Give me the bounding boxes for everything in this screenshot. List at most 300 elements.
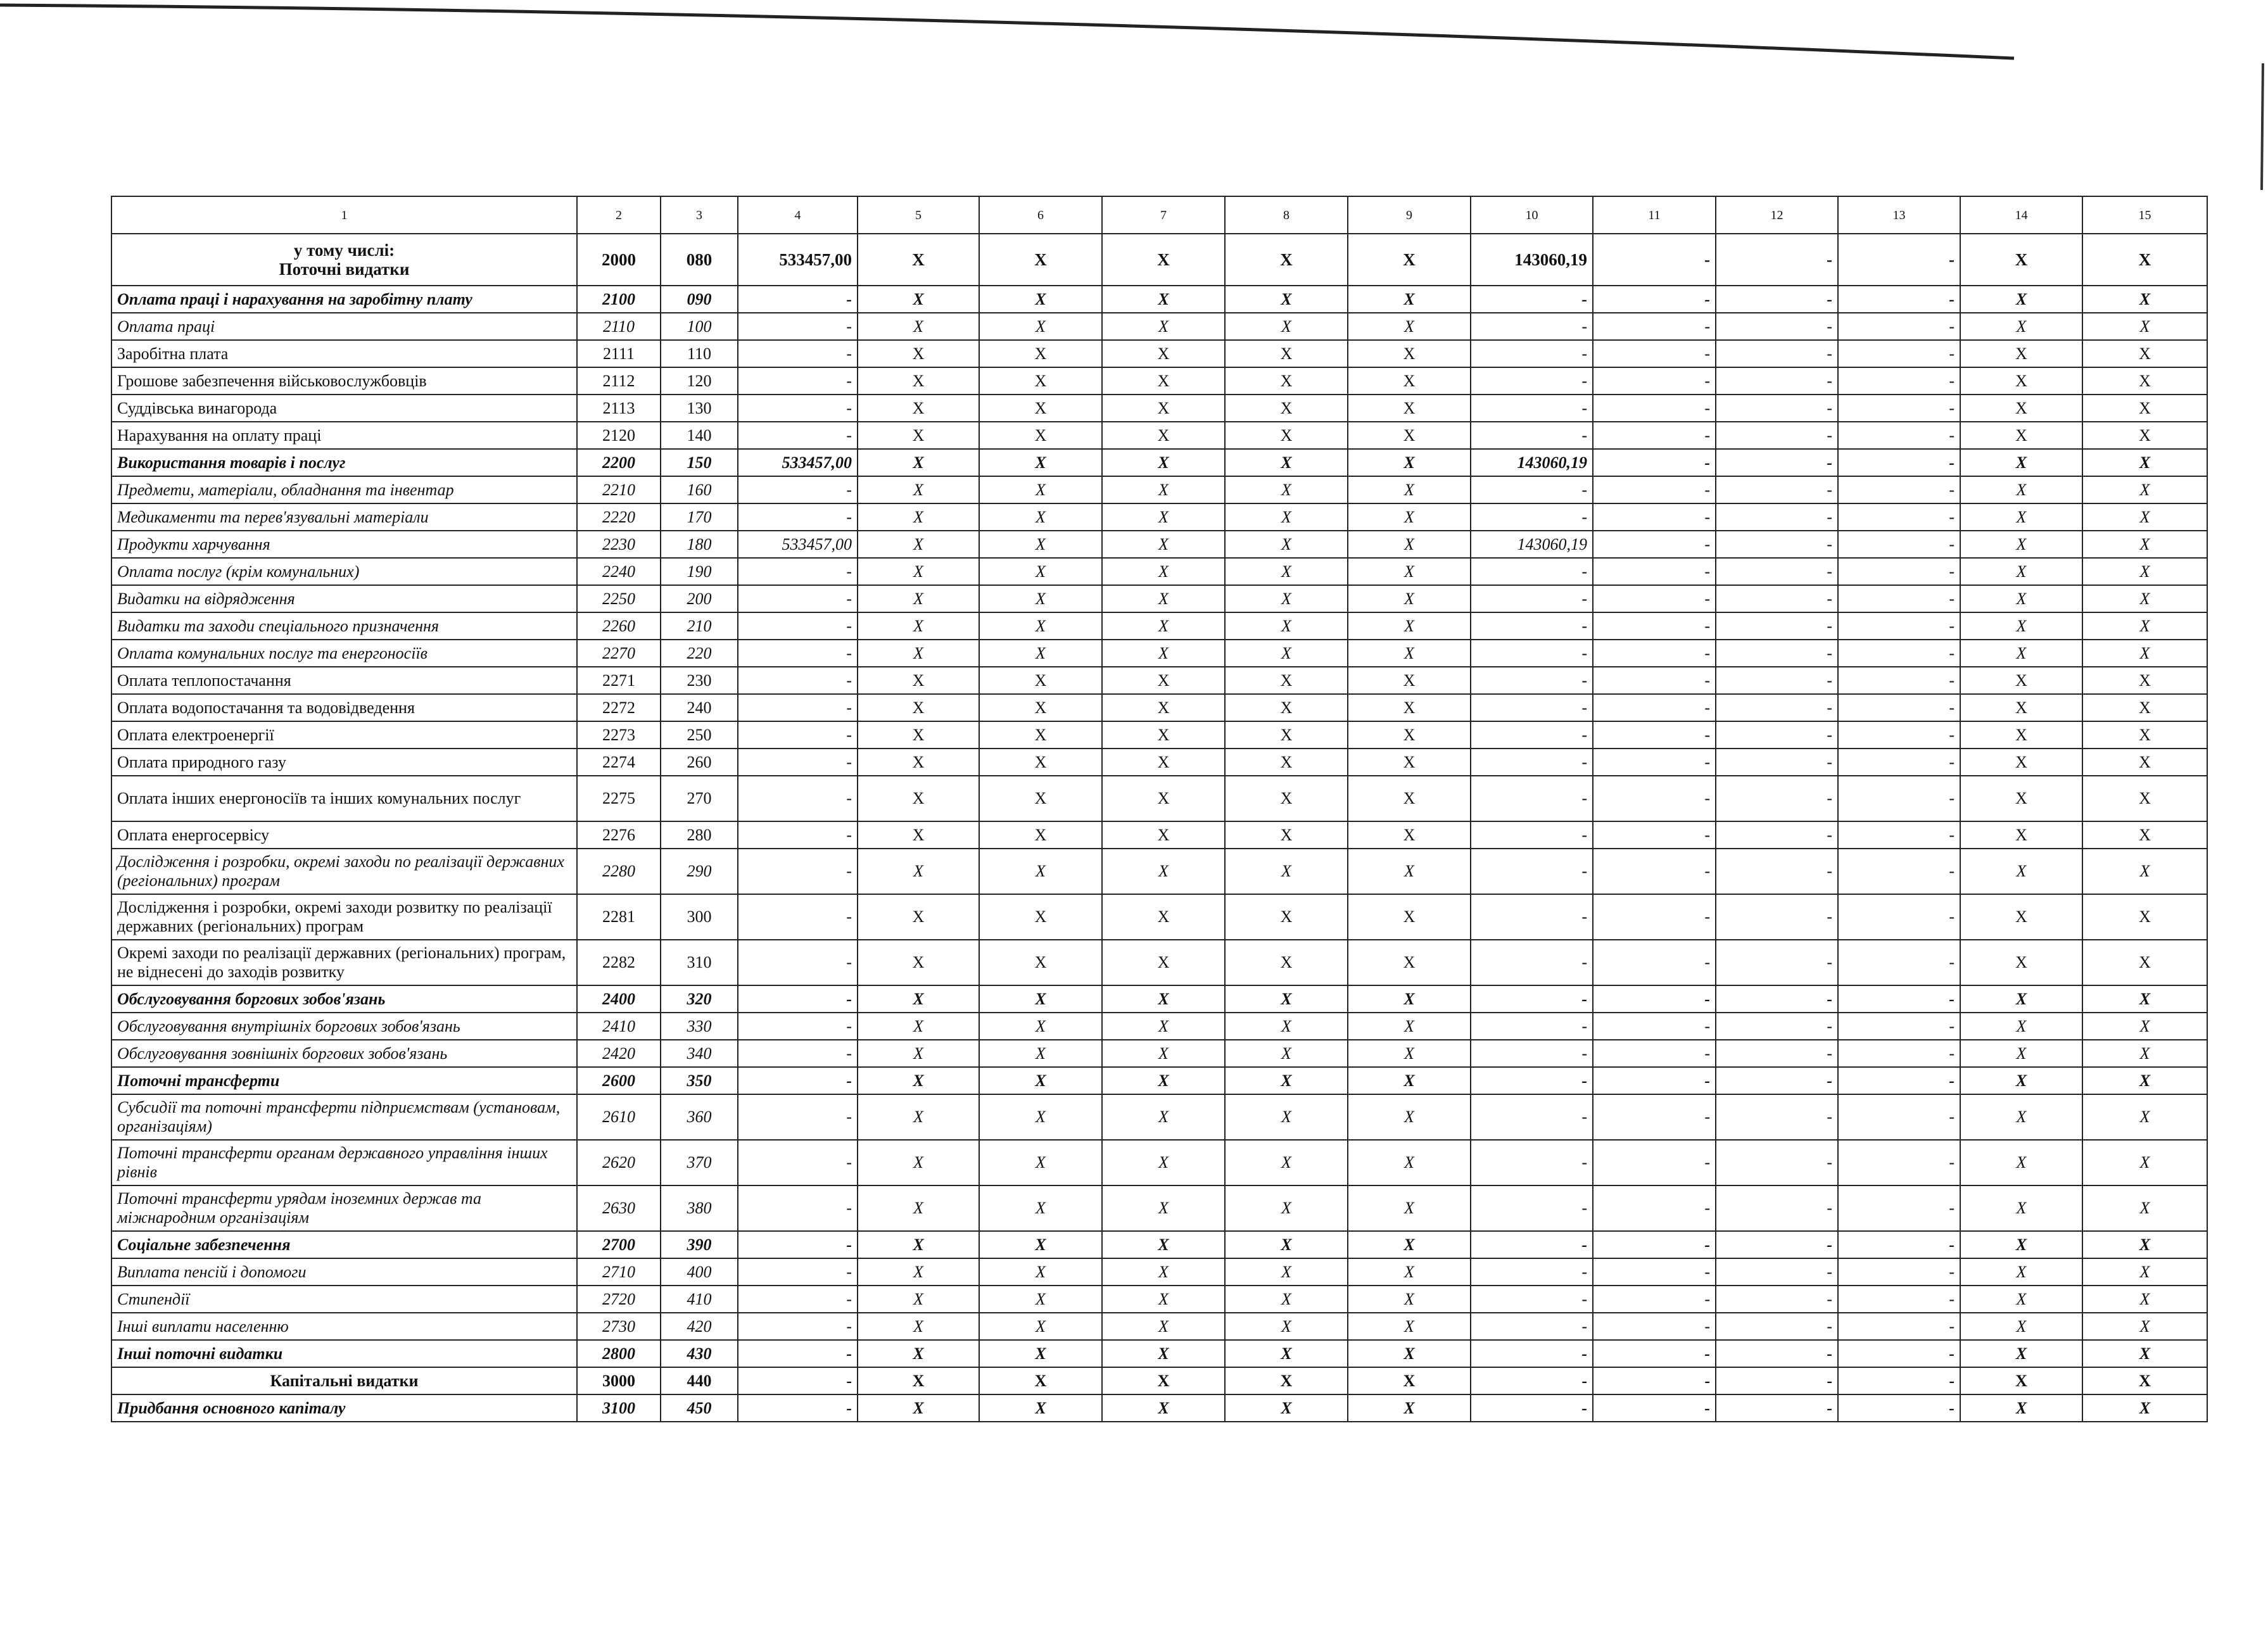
value-cell: X: [2082, 1313, 2207, 1340]
value-cell: -: [738, 612, 858, 640]
value-cell: -: [1593, 1286, 1716, 1313]
row-label: Оплата послуг (крім комунальних): [111, 558, 577, 585]
kekv-code-cell: 2260: [577, 612, 661, 640]
value-cell: -: [1716, 531, 1838, 558]
value-cell: -: [1471, 821, 1593, 849]
value-cell: X: [858, 1040, 979, 1067]
line-code-cell: 410: [661, 1286, 738, 1313]
value-cell: X: [1960, 531, 2082, 558]
kekv-code-cell: 2200: [577, 449, 661, 476]
line-code-cell: 340: [661, 1040, 738, 1067]
budget-table-container: [111, 196, 2207, 1422]
value-cell: -: [1593, 1140, 1716, 1185]
value-cell: X: [858, 694, 979, 721]
table-row: [111, 234, 2207, 286]
line-code-cell: 100: [661, 313, 738, 340]
value-cell: -: [738, 821, 858, 849]
table-row: [111, 585, 2207, 612]
line-code-cell: 370: [661, 1140, 738, 1185]
value-cell: -: [738, 940, 858, 985]
value-cell: X: [2082, 1367, 2207, 1394]
row-label: Поточні трансферти: [111, 1067, 577, 1094]
value-cell: X: [2082, 849, 2207, 894]
value-cell: -: [1716, 449, 1838, 476]
value-cell: -: [738, 1094, 858, 1140]
value-cell: X: [2082, 940, 2207, 985]
value-cell: X: [1348, 894, 1471, 940]
value-cell: -: [738, 1067, 858, 1094]
value-cell: -: [1593, 1013, 1716, 1040]
value-cell: -: [1471, 340, 1593, 367]
value-cell: X: [1102, 667, 1225, 694]
table-row: [111, 894, 2207, 940]
line-code-cell: 360: [661, 1094, 738, 1140]
line-code-cell: 260: [661, 749, 738, 776]
table-row: [111, 558, 2207, 585]
value-cell: X: [1102, 1013, 1225, 1040]
value-cell: X: [1960, 667, 2082, 694]
value-cell: -: [1716, 1394, 1838, 1422]
value-cell: -: [1471, 1040, 1593, 1067]
value-cell: -: [1593, 558, 1716, 585]
row-label: Дослідження і розробки, окремі заходи розвитку по реалізації державних (регіональних) програм: [111, 894, 577, 940]
line-code-cell: 300: [661, 894, 738, 940]
value-cell: -: [738, 1313, 858, 1340]
table-row: [111, 985, 2207, 1013]
row-label: Стипендії: [111, 1286, 577, 1313]
line-code-cell: 130: [661, 395, 738, 422]
kekv-code-cell: 2273: [577, 721, 661, 749]
value-cell: X: [1348, 503, 1471, 531]
table-row: [111, 776, 2207, 821]
row-label: Заробітна плата: [111, 340, 577, 367]
value-cell: -: [1716, 749, 1838, 776]
value-cell: X: [979, 667, 1102, 694]
row-label: Оплата енергосервісу: [111, 821, 577, 849]
row-label: у тому числі: Поточні видатки: [111, 234, 577, 286]
value-cell: -: [1593, 1040, 1716, 1067]
kekv-code-cell: 2420: [577, 1040, 661, 1067]
kekv-code-cell: 2220: [577, 503, 661, 531]
value-cell: -: [1471, 395, 1593, 422]
value-cell: X: [2082, 1286, 2207, 1313]
value-cell: X: [858, 749, 979, 776]
value-cell: X: [1102, 585, 1225, 612]
value-cell: X: [858, 894, 979, 940]
value-cell: -: [1716, 894, 1838, 940]
table-row: [111, 612, 2207, 640]
value-cell: X: [979, 1367, 1102, 1394]
value-cell: -: [1471, 1140, 1593, 1185]
value-cell: X: [858, 1394, 979, 1422]
value-cell: -: [1838, 894, 1960, 940]
table-row: [111, 449, 2207, 476]
value-cell: X: [1348, 1013, 1471, 1040]
value-cell: X: [2082, 234, 2207, 286]
value-cell: -: [1471, 721, 1593, 749]
table-row: [111, 940, 2207, 985]
value-cell: X: [1348, 940, 1471, 985]
value-cell: -: [1838, 286, 1960, 313]
value-cell: X: [2082, 1340, 2207, 1367]
value-cell: X: [1225, 1258, 1348, 1286]
value-cell: X: [1102, 558, 1225, 585]
value-cell: -: [1838, 367, 1960, 395]
value-cell: -: [738, 558, 858, 585]
value-cell: -: [1471, 503, 1593, 531]
row-label: Нарахування на оплату праці: [111, 422, 577, 449]
value-cell: -: [738, 1185, 858, 1231]
value-cell: -: [1471, 612, 1593, 640]
value-cell: X: [979, 313, 1102, 340]
table-row: [111, 721, 2207, 749]
value-cell: -: [1471, 313, 1593, 340]
value-cell: -: [1593, 1067, 1716, 1094]
value-cell: X: [858, 286, 979, 313]
kekv-code-cell: 2000: [577, 234, 661, 286]
value-cell: X: [2082, 1040, 2207, 1067]
value-cell: X: [979, 849, 1102, 894]
value-cell: X: [1102, 422, 1225, 449]
line-code-cell: 080: [661, 234, 738, 286]
value-cell: 143060,19: [1471, 234, 1593, 286]
line-code-cell: 210: [661, 612, 738, 640]
value-cell: X: [979, 1040, 1102, 1067]
value-cell: X: [1348, 1185, 1471, 1231]
value-cell: X: [2082, 422, 2207, 449]
value-cell: -: [1471, 1258, 1593, 1286]
value-cell: -: [1838, 849, 1960, 894]
kekv-code-cell: 2120: [577, 422, 661, 449]
value-cell: -: [1838, 313, 1960, 340]
value-cell: X: [1225, 894, 1348, 940]
value-cell: X: [858, 640, 979, 667]
value-cell: X: [1225, 395, 1348, 422]
row-label: Придбання основного капіталу: [111, 1394, 577, 1422]
value-cell: X: [1960, 940, 2082, 985]
value-cell: X: [2082, 1185, 2207, 1231]
value-cell: X: [1348, 1040, 1471, 1067]
value-cell: -: [1716, 821, 1838, 849]
value-cell: X: [2082, 531, 2207, 558]
value-cell: -: [1593, 313, 1716, 340]
value-cell: X: [858, 1013, 979, 1040]
column-number: 7: [1102, 196, 1225, 234]
value-cell: X: [1102, 940, 1225, 985]
table-row: [111, 1231, 2207, 1258]
value-cell: -: [1471, 286, 1593, 313]
value-cell: X: [1348, 985, 1471, 1013]
value-cell: -: [1716, 1140, 1838, 1185]
value-cell: X: [858, 1231, 979, 1258]
line-code-cell: 190: [661, 558, 738, 585]
value-cell: -: [738, 1367, 858, 1394]
value-cell: -: [1471, 1286, 1593, 1313]
column-number: 5: [858, 196, 979, 234]
value-cell: X: [858, 721, 979, 749]
value-cell: -: [1593, 849, 1716, 894]
value-cell: -: [1716, 1258, 1838, 1286]
value-cell: X: [979, 776, 1102, 821]
kekv-code-cell: 2110: [577, 313, 661, 340]
row-label: Оплата електроенергії: [111, 721, 577, 749]
line-code-cell: 160: [661, 476, 738, 503]
column-number: 6: [979, 196, 1102, 234]
value-cell: X: [979, 1394, 1102, 1422]
value-cell: -: [738, 1140, 858, 1185]
value-cell: -: [1716, 234, 1838, 286]
value-cell: X: [1960, 286, 2082, 313]
value-cell: -: [1471, 1185, 1593, 1231]
value-cell: X: [858, 1313, 979, 1340]
line-code-cell: 110: [661, 340, 738, 367]
value-cell: X: [1225, 1367, 1348, 1394]
value-cell: X: [1348, 286, 1471, 313]
value-cell: -: [1716, 585, 1838, 612]
value-cell: X: [1102, 612, 1225, 640]
value-cell: X: [1960, 1067, 2082, 1094]
value-cell: X: [979, 476, 1102, 503]
value-cell: X: [2082, 1258, 2207, 1286]
value-cell: -: [1593, 422, 1716, 449]
value-cell: -: [1471, 667, 1593, 694]
value-cell: -: [1593, 449, 1716, 476]
value-cell: -: [1593, 894, 1716, 940]
table-row: [111, 503, 2207, 531]
table-row: [111, 1286, 2207, 1313]
line-code-cell: 320: [661, 985, 738, 1013]
value-cell: X: [1102, 1185, 1225, 1231]
scan-edge-mark: [2249, 63, 2268, 190]
value-cell: -: [738, 476, 858, 503]
value-cell: -: [1838, 449, 1960, 476]
value-cell: -: [1838, 340, 1960, 367]
row-label: Обслуговування внутрішніх боргових зобов'язань: [111, 1013, 577, 1040]
value-cell: -: [1716, 667, 1838, 694]
value-cell: X: [1960, 1367, 2082, 1394]
value-cell: X: [2082, 449, 2207, 476]
value-cell: X: [1348, 849, 1471, 894]
value-cell: -: [1471, 1094, 1593, 1140]
value-cell: -: [1471, 985, 1593, 1013]
column-number: 10: [1471, 196, 1593, 234]
value-cell: X: [1225, 531, 1348, 558]
value-cell: X: [979, 749, 1102, 776]
value-cell: X: [979, 1313, 1102, 1340]
value-cell: -: [738, 286, 858, 313]
value-cell: -: [738, 585, 858, 612]
value-cell: X: [1348, 367, 1471, 395]
line-code-cell: 450: [661, 1394, 738, 1422]
value-cell: -: [1593, 476, 1716, 503]
kekv-code-cell: 2276: [577, 821, 661, 849]
value-cell: X: [1960, 1185, 2082, 1231]
value-cell: -: [1716, 640, 1838, 667]
value-cell: -: [738, 1040, 858, 1067]
value-cell: -: [1838, 422, 1960, 449]
value-cell: -: [1471, 585, 1593, 612]
value-cell: 533457,00: [738, 449, 858, 476]
value-cell: -: [738, 667, 858, 694]
value-cell: -: [1838, 667, 1960, 694]
value-cell: -: [1593, 640, 1716, 667]
value-cell: X: [1225, 1040, 1348, 1067]
value-cell: X: [1960, 1313, 2082, 1340]
value-cell: -: [1471, 1340, 1593, 1367]
value-cell: X: [1960, 395, 2082, 422]
value-cell: -: [738, 985, 858, 1013]
kekv-code-cell: 2282: [577, 940, 661, 985]
value-cell: X: [858, 558, 979, 585]
row-label: Грошове забезпечення військовослужбовців: [111, 367, 577, 395]
row-label: Суддівська винагорода: [111, 395, 577, 422]
column-number-row: [111, 196, 2207, 234]
value-cell: X: [1225, 367, 1348, 395]
value-cell: -: [1716, 1367, 1838, 1394]
value-cell: -: [1716, 694, 1838, 721]
value-cell: X: [979, 821, 1102, 849]
value-cell: X: [2082, 721, 2207, 749]
value-cell: X: [1102, 849, 1225, 894]
value-cell: -: [1471, 1367, 1593, 1394]
row-label: Видатки на відрядження: [111, 585, 577, 612]
value-cell: X: [2082, 749, 2207, 776]
column-number: 2: [577, 196, 661, 234]
value-cell: -: [1593, 1313, 1716, 1340]
value-cell: -: [1838, 749, 1960, 776]
value-cell: X: [1348, 1067, 1471, 1094]
value-cell: X: [1348, 1286, 1471, 1313]
kekv-code-cell: 2275: [577, 776, 661, 821]
kekv-code-cell: 2620: [577, 1140, 661, 1185]
value-cell: -: [1716, 340, 1838, 367]
value-cell: X: [2082, 694, 2207, 721]
value-cell: -: [1593, 503, 1716, 531]
value-cell: -: [1838, 940, 1960, 985]
line-code-cell: 230: [661, 667, 738, 694]
value-cell: X: [1225, 1313, 1348, 1340]
column-number: 11: [1593, 196, 1716, 234]
value-cell: X: [858, 612, 979, 640]
value-cell: X: [1348, 1231, 1471, 1258]
value-cell: X: [1348, 395, 1471, 422]
value-cell: -: [1838, 1140, 1960, 1185]
table-row: [111, 395, 2207, 422]
table-row: [111, 1313, 2207, 1340]
value-cell: -: [1716, 1185, 1838, 1231]
value-cell: -: [1838, 1340, 1960, 1367]
value-cell: -: [1471, 694, 1593, 721]
value-cell: X: [1960, 476, 2082, 503]
table-row: [111, 1040, 2207, 1067]
value-cell: 143060,19: [1471, 449, 1593, 476]
value-cell: X: [1960, 776, 2082, 821]
value-cell: X: [1225, 313, 1348, 340]
value-cell: X: [1225, 286, 1348, 313]
value-cell: X: [1960, 640, 2082, 667]
value-cell: X: [1960, 894, 2082, 940]
value-cell: -: [1716, 395, 1838, 422]
value-cell: X: [2082, 367, 2207, 395]
value-cell: -: [1593, 821, 1716, 849]
value-cell: X: [1348, 234, 1471, 286]
value-cell: X: [858, 1185, 979, 1231]
value-cell: X: [1348, 749, 1471, 776]
value-cell: X: [1102, 367, 1225, 395]
value-cell: -: [1716, 1313, 1838, 1340]
value-cell: X: [1225, 667, 1348, 694]
table-row: [111, 1367, 2207, 1394]
value-cell: X: [2082, 395, 2207, 422]
value-cell: X: [1225, 1013, 1348, 1040]
value-cell: -: [738, 313, 858, 340]
line-code-cell: 150: [661, 449, 738, 476]
value-cell: X: [1960, 821, 2082, 849]
table-row: [111, 1140, 2207, 1185]
value-cell: X: [979, 1013, 1102, 1040]
table-row: [111, 640, 2207, 667]
kekv-code-cell: 2410: [577, 1013, 661, 1040]
value-cell: X: [979, 286, 1102, 313]
value-cell: -: [738, 503, 858, 531]
row-label: Видатки та заходи спеціального призначення: [111, 612, 577, 640]
value-cell: -: [738, 422, 858, 449]
value-cell: X: [1225, 503, 1348, 531]
value-cell: X: [979, 340, 1102, 367]
value-cell: -: [1471, 367, 1593, 395]
column-number: 14: [1960, 196, 2082, 234]
table-row: [111, 1258, 2207, 1286]
value-cell: -: [1593, 1394, 1716, 1422]
value-cell: X: [1225, 558, 1348, 585]
value-cell: -: [1716, 422, 1838, 449]
value-cell: X: [1102, 286, 1225, 313]
row-label: Обслуговування боргових зобов'язань: [111, 985, 577, 1013]
column-number: 9: [1348, 196, 1471, 234]
value-cell: -: [1593, 721, 1716, 749]
value-cell: X: [858, 367, 979, 395]
value-cell: X: [1348, 422, 1471, 449]
table-row: [111, 1340, 2207, 1367]
value-cell: -: [1471, 749, 1593, 776]
value-cell: X: [979, 367, 1102, 395]
value-cell: -: [1838, 1185, 1960, 1231]
value-cell: X: [1102, 640, 1225, 667]
row-label: Оплата водопостачання та водовідведення: [111, 694, 577, 721]
row-label: Оплата праці і нарахування на заробітну плату: [111, 286, 577, 313]
value-cell: -: [1838, 1067, 1960, 1094]
value-cell: -: [1593, 694, 1716, 721]
value-cell: X: [979, 558, 1102, 585]
value-cell: -: [738, 1231, 858, 1258]
value-cell: -: [1471, 849, 1593, 894]
row-label: Субсидії та поточні трансферти підприємствам (установам, організаціям): [111, 1094, 577, 1140]
value-cell: -: [1838, 612, 1960, 640]
value-cell: -: [1838, 531, 1960, 558]
kekv-code-cell: 2730: [577, 1313, 661, 1340]
value-cell: X: [2082, 476, 2207, 503]
value-cell: X: [1960, 367, 2082, 395]
table-row: [111, 313, 2207, 340]
value-cell: X: [1960, 313, 2082, 340]
value-cell: X: [1348, 1140, 1471, 1185]
value-cell: -: [1838, 585, 1960, 612]
value-cell: X: [1102, 1313, 1225, 1340]
value-cell: X: [1225, 849, 1348, 894]
value-cell: X: [2082, 776, 2207, 821]
value-cell: -: [1593, 985, 1716, 1013]
value-cell: X: [1348, 667, 1471, 694]
